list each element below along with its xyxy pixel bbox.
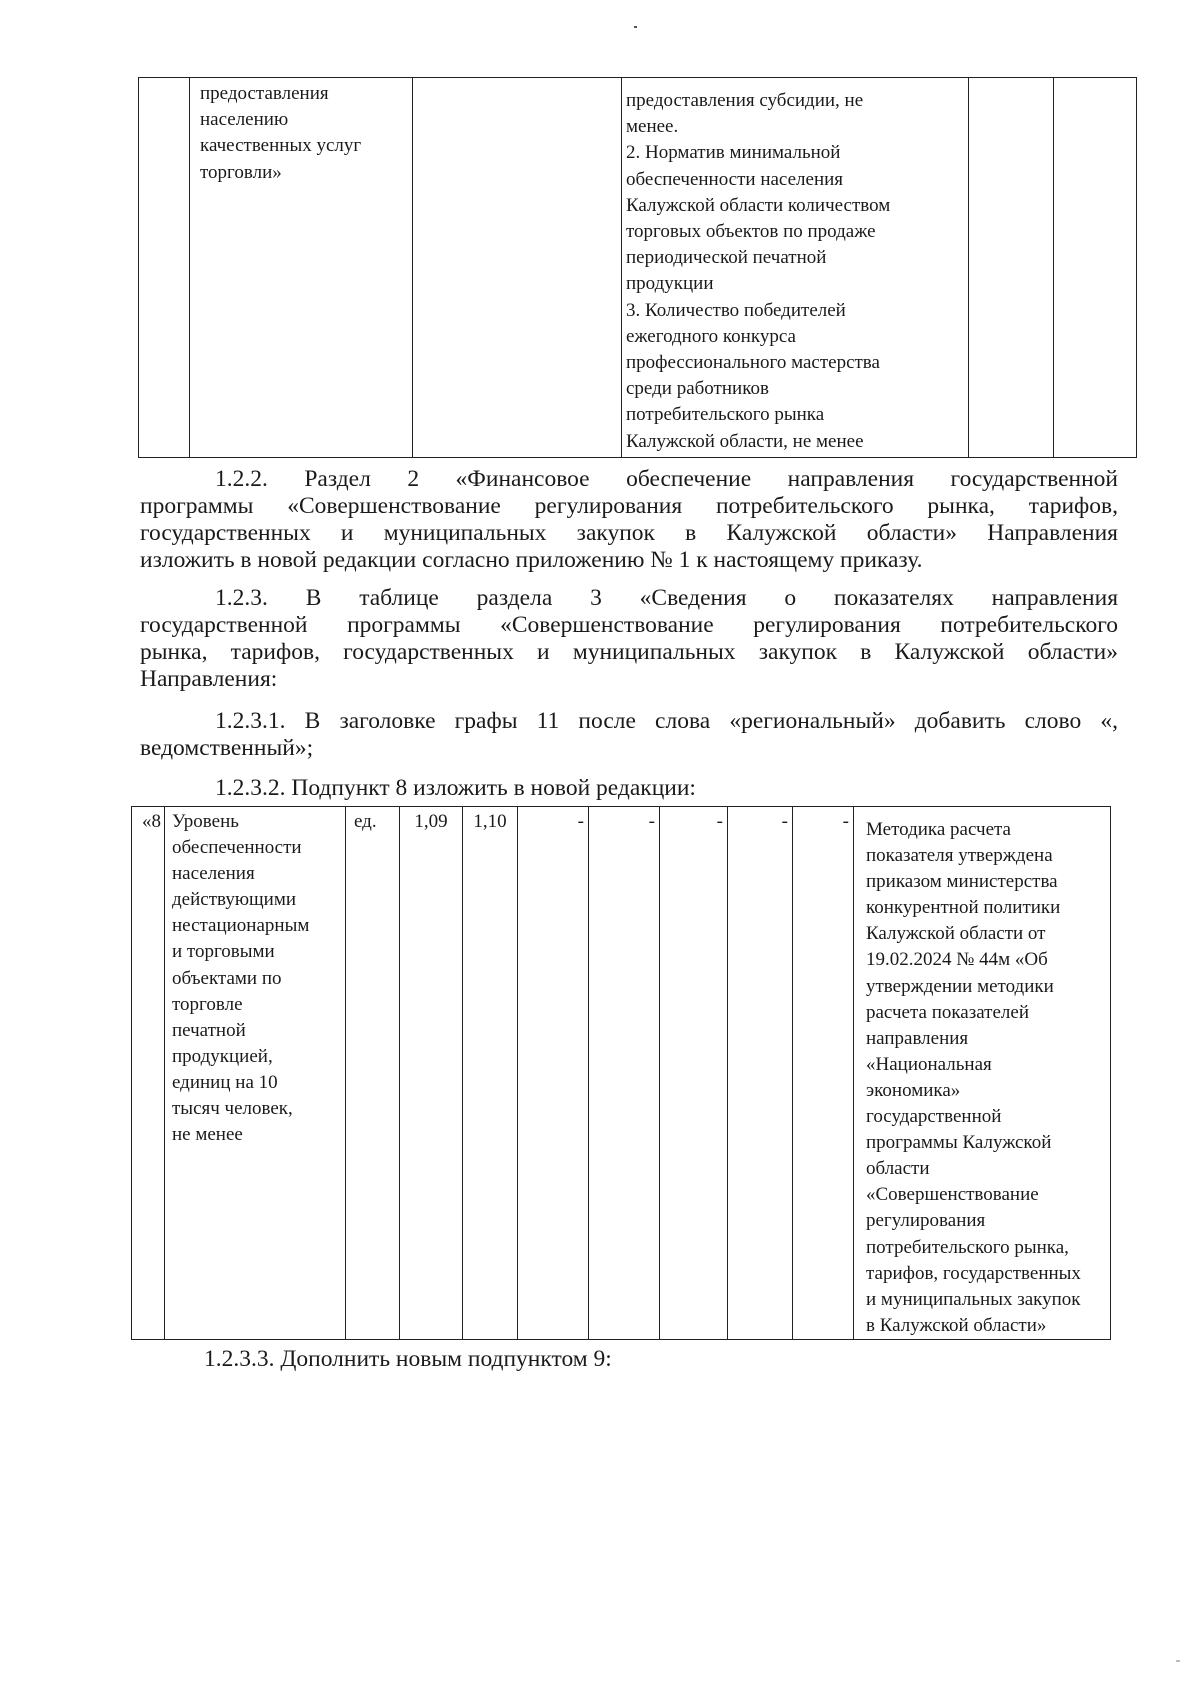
paragraph-1-2-3-3 — [140, 1346, 1118, 1373]
text-line: 1.2.2. Раздел 2 «Финансовое обеспечение направления государственной — [215, 466, 1118, 492]
paragraph-1-2-3-2 — [140, 775, 1118, 802]
table-cell — [969, 78, 1054, 458]
table-cell — [413, 78, 622, 458]
table-row — [132, 807, 1111, 1340]
table-cell — [793, 807, 854, 1340]
text-line: изложить в новой редакции согласно приложению № 1 к настоящему приказу. — [140, 547, 923, 573]
table-cell — [660, 807, 728, 1340]
text-line: 1.2.3.2. Подпункт 8 изложить в новой редакции: — [215, 775, 696, 801]
paragraph-1-2-3-1 — [140, 708, 1118, 762]
text-line: ведомственный»; — [140, 735, 314, 761]
indicators-table-fragment — [138, 77, 1137, 458]
text-line: 1.2.3.1. В заголовке графы 11 после слова «региональный» добавить слово «, — [215, 708, 1118, 734]
unit-text: ед. — [354, 811, 377, 832]
table-cell — [728, 807, 793, 1340]
table-cell — [139, 78, 190, 458]
value-base: 1,09 — [414, 811, 448, 832]
text-line: 1.2.3. В таблице раздела 3 «Сведения о показателях направления — [215, 585, 1118, 611]
goal-text: предоставления населению качественных услуг торговли» — [200, 83, 362, 183]
table-cell — [518, 807, 589, 1340]
methodology-text: Методика расчета показателя утверждена приказом министерства конкурентной политики Калужской области от 19.02.2024 № 44м «Об утверждении методики расчета показателей направления «Национальная экономика» государственной программы Калужской области «Совершенствование регулирования потребительского рынка, тарифов, государственных и муниципальных закупок в Калужской области» — [866, 819, 1081, 1336]
text-line: государственной программы «Совершенствование регулирования потребительского — [140, 612, 1118, 638]
table-cell — [132, 807, 165, 1340]
table-cell — [589, 807, 660, 1340]
text-line: программы «Совершенствование регулирования потребительского рынка, тарифов, — [140, 493, 1118, 519]
table-cell — [400, 807, 463, 1340]
indicator-name: Уровень обеспеченности населения действующими нестационарным и торговыми объектами по торговле печатной продукцией, единиц на 10 тысяч человек, не менее — [172, 811, 310, 1146]
value-dash: - — [716, 811, 723, 832]
indicators-text: предоставления субсидии, не менее. 2. Норматив минимальной обеспеченности населения Калужской области количеством торговых объектов по продаже периодической печатной продукции 3. Количество победителей ежегодного конкурса профессионального мастерства среди работников потребительского рынка Калужской области, не менее — [626, 90, 891, 452]
table-cell — [190, 78, 413, 458]
value-2024: 1,10 — [473, 811, 507, 832]
scan-mark — [1176, 1660, 1180, 1662]
table-row — [139, 78, 1137, 458]
value-dash: - — [842, 811, 849, 832]
table-cell — [463, 807, 518, 1340]
indicator-8-table — [131, 806, 1111, 1340]
table-cell — [622, 78, 969, 458]
table-cell — [1054, 78, 1137, 458]
scan-mark — [634, 26, 637, 28]
paragraph-1-2-3 — [140, 585, 1118, 693]
value-dash: - — [781, 811, 788, 832]
value-dash: - — [648, 811, 655, 832]
text-line: государственных и муниципальных закупок в Калужской области» Направления — [140, 520, 1118, 546]
text-line: Направления: — [140, 666, 278, 692]
value-dash: - — [577, 811, 584, 832]
text-line: рынка, тарифов, государственных и муниципальных закупок в Калужской области» — [140, 639, 1118, 665]
paragraph-1-2-2 — [140, 466, 1118, 574]
item-number: «8 — [142, 811, 161, 832]
table-cell — [346, 807, 400, 1340]
table-cell — [854, 807, 1111, 1340]
text-line: 1.2.3.3. Дополнить новым подпунктом 9: — [204, 1346, 612, 1372]
table-cell — [165, 807, 346, 1340]
